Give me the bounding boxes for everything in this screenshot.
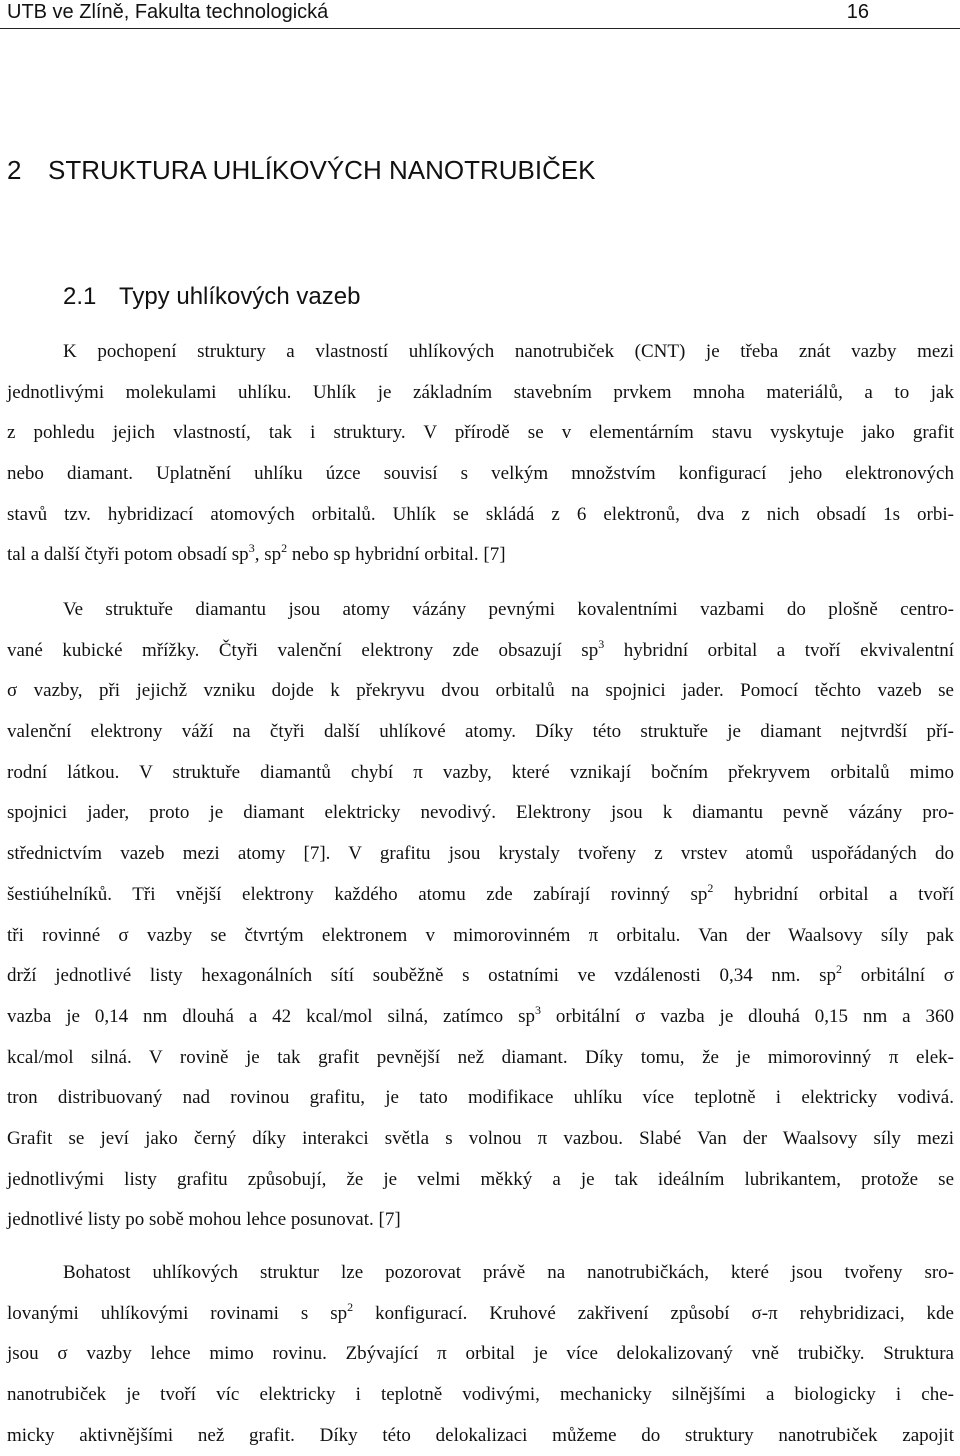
- superscript: 2: [836, 962, 842, 977]
- paragraph-1: [7, 332, 954, 576]
- text-line: [7, 1119, 954, 1160]
- superscript: 2: [281, 541, 288, 556]
- section-number: 2.1: [63, 283, 97, 310]
- text-run: nanotrubiček je tvoří víc elektricky i teplotně vodivými, mechanicky silnějšími a biologicky i che-: [7, 1384, 954, 1406]
- text-run: orbitální σ: [842, 965, 954, 987]
- text-line: [7, 712, 954, 753]
- text-run: vané kubické mřížky. Čtyři valenční elektrony zde obsazují sp: [7, 639, 599, 661]
- text-run: šestiúhelníků. Tři vnější elektrony každého atomu zde zabírají rovinný sp: [7, 883, 708, 905]
- text-run: σ vazby, při jejichž vzniku dojde k překryvu dvou orbitalů na spojnici jader. Pomocí těchto vazeb se: [7, 680, 954, 702]
- superscript: 2: [707, 880, 714, 895]
- text-run: valenční elektrony váží na čtyři další uhlíkové atomy. Díky této struktuře je diamant nejtvrdší pří-: [7, 721, 954, 743]
- text-line: [7, 834, 954, 875]
- text-run: kcal/mol silná. V rovině je tak grafit pevnější než diamant. Díky tomu, že je mimorovinný π elek-: [7, 1046, 954, 1068]
- text-run: drží jednotlivé listy hexagonálních sítí souběžně s ostatními ve vzdálenosti 0,34 nm. sp: [7, 965, 836, 987]
- text-run: jsou σ vazby lehce mimo rovinu. Zbývající π orbital je více delokalizovaný vně trubičky. Struktura: [7, 1343, 954, 1365]
- text-run: vazba je 0,14 nm dlouhá a 42 kcal/mol silná, zatímco sp: [7, 1005, 535, 1027]
- text-line: [7, 1038, 954, 1079]
- paragraph-3: [7, 1253, 954, 1456]
- text-line: [7, 495, 954, 536]
- text-run: Ve struktuře diamantu jsou atomy vázány pevnými kovalentními vazbami do plošně centro-: [63, 599, 954, 620]
- section-title: Typy uhlíkových vazeb: [119, 283, 361, 310]
- page-number: 16: [846, 1, 869, 23]
- text-line: [7, 535, 954, 576]
- text-line: [7, 332, 954, 373]
- text-run: stavů tzv. hybridizací atomových orbitalů. Uhlík se skládá z 6 elektronů, dva z nich obsadí 1s orbi-: [7, 503, 954, 525]
- text-run: tři rovinné σ vazby se čtvrtým elektronem v mimorovinném π orbitalu. Van der Waalsovy síly pak: [7, 924, 954, 946]
- text-run: nebo diamant. Uplatnění uhlíku úzce souvisí s velkým množstvím konfigurací jeho elektronových: [7, 463, 954, 485]
- superscript: 2: [347, 1299, 354, 1314]
- chapter-title: STRUKTURA UHLÍKOVÝCH NANOTRUBIČEK: [48, 155, 596, 185]
- text-line: [7, 875, 954, 916]
- text-line: [7, 753, 954, 794]
- running-header: [7, 0, 869, 26]
- text-run: micky aktivnějšími než grafit. Díky této delokalizaci můžeme do struktury nanotrubiček zapojit: [7, 1424, 954, 1446]
- text-run: spojnici jader, proto je diamant elektricky nevodivý. Elektrony jsou k diamantu pevně vázány pro-: [7, 802, 954, 824]
- text-line: [7, 373, 954, 414]
- text-line: [7, 1253, 954, 1294]
- paragraph-2: [7, 590, 954, 1241]
- text-line: [7, 1416, 954, 1456]
- text-line: [7, 916, 954, 957]
- chapter-number: 2: [7, 155, 22, 185]
- text-run: nebo sp hybridní orbital. [7]: [287, 544, 506, 566]
- text-run: konfigurací. Kruhové zakřivení způsobí σ-π rehybridizaci, kde: [353, 1302, 954, 1324]
- text-run: , sp: [254, 544, 282, 566]
- chapter-heading: [7, 154, 596, 186]
- text-run: jednotlivými molekulami uhlíku. Uhlík je základním stavebním prvkem mnoha materiálů, a to jak: [7, 381, 954, 403]
- text-run: jednotlivé listy po sobě mohou lehce posunovat. [7]: [7, 1209, 401, 1231]
- text-line: [7, 671, 954, 712]
- text-run: hybridní orbital a tvoří: [713, 883, 954, 905]
- text-line: [7, 793, 954, 834]
- superscript: 3: [534, 1002, 541, 1017]
- text-line: [7, 1160, 954, 1201]
- section-heading: [63, 282, 360, 312]
- text-run: hybridní orbital a tvoří ekvivalentní: [604, 639, 955, 661]
- text-line: [7, 956, 954, 997]
- text-line: [7, 1200, 954, 1241]
- text-line: [7, 997, 954, 1038]
- text-line: [7, 1334, 954, 1375]
- text-line: [7, 413, 954, 454]
- header-divider: [0, 28, 960, 29]
- text-line: [7, 1078, 954, 1119]
- text-run: jednotlivými listy grafitu způsobují, že je velmi měkký a je tak ideálním lubrikantem, protože se: [7, 1168, 954, 1190]
- superscript: 3: [598, 636, 605, 651]
- text-run: Grafit se jeví jako černý díky interakci světla s volnou π vazbou. Slabé Van der Waalsovy síly mezi: [7, 1127, 954, 1149]
- text-run: tal a další čtyři potom obsadí sp: [7, 544, 249, 566]
- text-run: z pohledu jejich vlastností, tak i struktury. V přírodě se v elementárním stavu vyskytuje jako grafit: [7, 422, 954, 444]
- text-run: Bohatost uhlíkových struktur lze pozorovat právě na nanotrubičkách, které jsou tvořeny sro-: [63, 1262, 954, 1283]
- text-run: lovanými uhlíkovými rovinami s sp: [7, 1302, 348, 1324]
- text-run: K pochopení struktury a vlastností uhlíkových nanotrubiček (CNT) je třeba znát vazby mezi: [63, 341, 954, 362]
- text-run: střednictvím vazeb mezi atomy [7]. V grafitu jsou krystaly tvořeny z vrstev atomů uspořádaných do: [7, 843, 954, 865]
- text-run: tron distribuovaný nad rovinou grafitu, je tato modifikace uhlíku více teplotně i elektricky vodivá.: [7, 1087, 954, 1109]
- text-line: [7, 631, 954, 672]
- text-line: [7, 1294, 954, 1335]
- text-line: [7, 454, 954, 495]
- superscript: 3: [248, 541, 255, 556]
- text-run: rodní látkou. V struktuře diamantů chybí π vazby, které vznikají bočním překryvem orbitalů mimo: [7, 761, 954, 783]
- header-title: UTB ve Zlíně, Fakulta technologická: [7, 1, 329, 23]
- text-line: [7, 1375, 954, 1416]
- text-line: [7, 590, 954, 631]
- text-run: orbitální σ vazba je dlouhá 0,15 nm a 360: [540, 1005, 954, 1027]
